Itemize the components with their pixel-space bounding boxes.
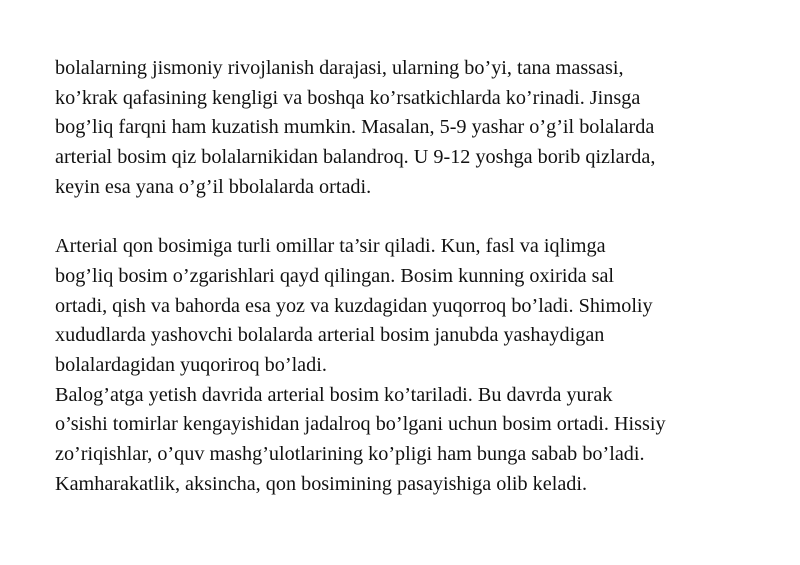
paragraph-puberty bbox=[55, 381, 775, 500]
text-line: ortadi, qish va bahorda esa yoz va kuzdagidan yuqorroq bo’ladi. Shimoliy bbox=[55, 294, 653, 317]
text-line: ko’krak qafasining kengligi va boshqa ko’rsatkichlarda ko’rinadi. Jinsga bbox=[55, 86, 641, 109]
text-line: arterial bosim qiz bolalarnikidan balandroq. U 9-12 yoshga borib qizlarda, bbox=[55, 146, 656, 169]
text-line: o’sishi tomirlar kengayishidan jadalroq bo’lgani uchun bosim ortadi. Hissiy bbox=[55, 413, 666, 436]
text-line: bolalardagidan yuqoriroq bo’ladi. bbox=[55, 354, 327, 377]
text-line: zo’riqishlar, o’quv mashg’ulotlarining ko’pligi ham bunga sabab bo’ladi. bbox=[55, 443, 645, 466]
text-line: bog’liq bosim o’zgarishlari qayd qilingan. Bosim kunning oxirida sal bbox=[55, 264, 615, 287]
text-line: Balog’atga yetish davrida arterial bosim ko’tariladi. Bu davrda yurak bbox=[55, 383, 613, 406]
text-line: Kamharakatlik, aksincha, qon bosimining pasayishiga olib keladi. bbox=[55, 472, 588, 495]
document-page bbox=[55, 54, 775, 500]
text-line: bog’liq farqni ham kuzatish mumkin. Masalan, 5-9 yashar o’g’il bolalarda bbox=[55, 116, 655, 139]
text-line: bolalarning jismoniy rivojlanish darajasi, ularning bo’yi, tana massasi, bbox=[55, 57, 624, 79]
text-line: xududlarda yashovchi bolalarda arterial bosim janubda yashaydigan bbox=[55, 324, 605, 347]
text-line: keyin esa yana o’g’il bbolalarda ortadi. bbox=[55, 175, 372, 198]
paragraph-spacer bbox=[55, 203, 775, 233]
text-line: Arterial qon bosimiga turli omillar ta’sir qiladi. Kun, fasl va iqlimga bbox=[55, 235, 606, 258]
paragraph-physical-development bbox=[55, 54, 775, 203]
paragraph-blood-pressure-factors bbox=[55, 232, 775, 381]
